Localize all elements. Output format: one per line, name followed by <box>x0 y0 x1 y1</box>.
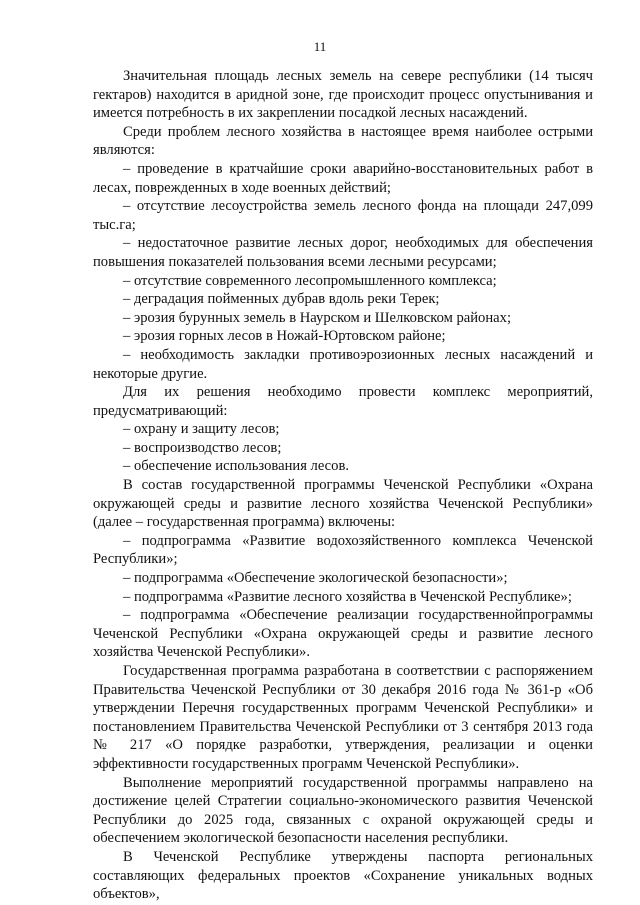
list-item: – отсутствие современного лесопромышленного комплекса; <box>123 272 497 289</box>
paragraph: Для их решения необходимо провести комплекс мероприятий, предусматривающий: <box>93 384 593 419</box>
page-number: 11 <box>313 39 327 54</box>
list-item: – деградация пойменных дубрав вдоль реки Терек; <box>123 291 440 308</box>
list-item: – воспроизводство лесов; <box>123 439 282 456</box>
paragraph: В состав государственной программы Чеченской Республики «Охрана окружающей среды и развитие лесного хозяйства Чеченской Республики» (далее – государственная программа) включены: <box>93 477 593 531</box>
list-item: – эрозия бурунных земель в Наурском и Шелковском районах; <box>123 309 511 326</box>
paragraph: Значительная площадь лесных земель на севере республики (14 тысяч гектаров) находится в аридной зоне, где происходит процесс опустынивания и имеется потребность в их закреплении посадкой лесных насаждений. <box>93 68 593 122</box>
list-item: – проведение в кратчайшие сроки аварийно-восстановительных работ в лесах, поврежденных в ходе военных действий; <box>93 160 593 196</box>
paragraph: Среди проблем лесного хозяйства в настоящее время наиболее острыми являются: <box>93 123 593 159</box>
list-item: – эрозия горных лесов в Ножай-Юртовском районе; <box>123 328 446 345</box>
list-item: – подпрограмма «Развитие водохозяйственного комплекса Чеченской Республики»; <box>93 532 593 568</box>
list-item: – отсутствие лесоустройства земель лесного фонда на площади 247,099 тыс.га; <box>93 198 593 233</box>
list-item: – недостаточное развитие лесных дорог, необходимых для обеспечения повышения показателей пользования всеми лесными ресурсами; <box>93 235 593 270</box>
paragraph: Выполнение мероприятий государственной программы направлено на достижение целей Стратегии социально-экономического развития Чеченской Республики до 2025 года, связанных с охраной окружающей среды и обеспечением экологической безопасности населения республики. <box>93 774 593 847</box>
list-item: – подпрограмма «Обеспечение экологической безопасности»; <box>123 570 508 587</box>
list-item: – необходимость закладки противоэрозионных лесных насаждений и некоторые другие. <box>93 346 593 382</box>
paragraph: Государственная программа разработана в соответствии с распоряжением Правительства Чеченской Республики от 30 декабря 2016 года № 361-р «Об утверждении Перечня государственных программ Чеченской Республики» и постановлением Правительства Чеченской Республики от 3 сентября 2013 года № 217 «О порядке разработки, утверждения, реализации и оценки эффективности государственных программ Чеченской Республики». <box>93 663 593 772</box>
list-item: – обеспечение использования лесов. <box>123 458 349 475</box>
list-item: – подпрограмма «Обеспечение реализации государственнойпрограммы Чеченской Республики «Охрана окружающей среды и развитие лесного хозяйства Чеченской Республики». <box>93 607 593 661</box>
document-body <box>93 67 593 904</box>
list-item: – охрану и защиту лесов; <box>123 421 280 438</box>
list-item: – подпрограмма «Развитие лесного хозяйства в Чеченской Республике»; <box>123 588 572 605</box>
paragraph: В Чеченской Республике утверждены паспорта региональных составляющих федеральных проектов «Сохранение уникальных водных объектов», <box>93 848 593 903</box>
